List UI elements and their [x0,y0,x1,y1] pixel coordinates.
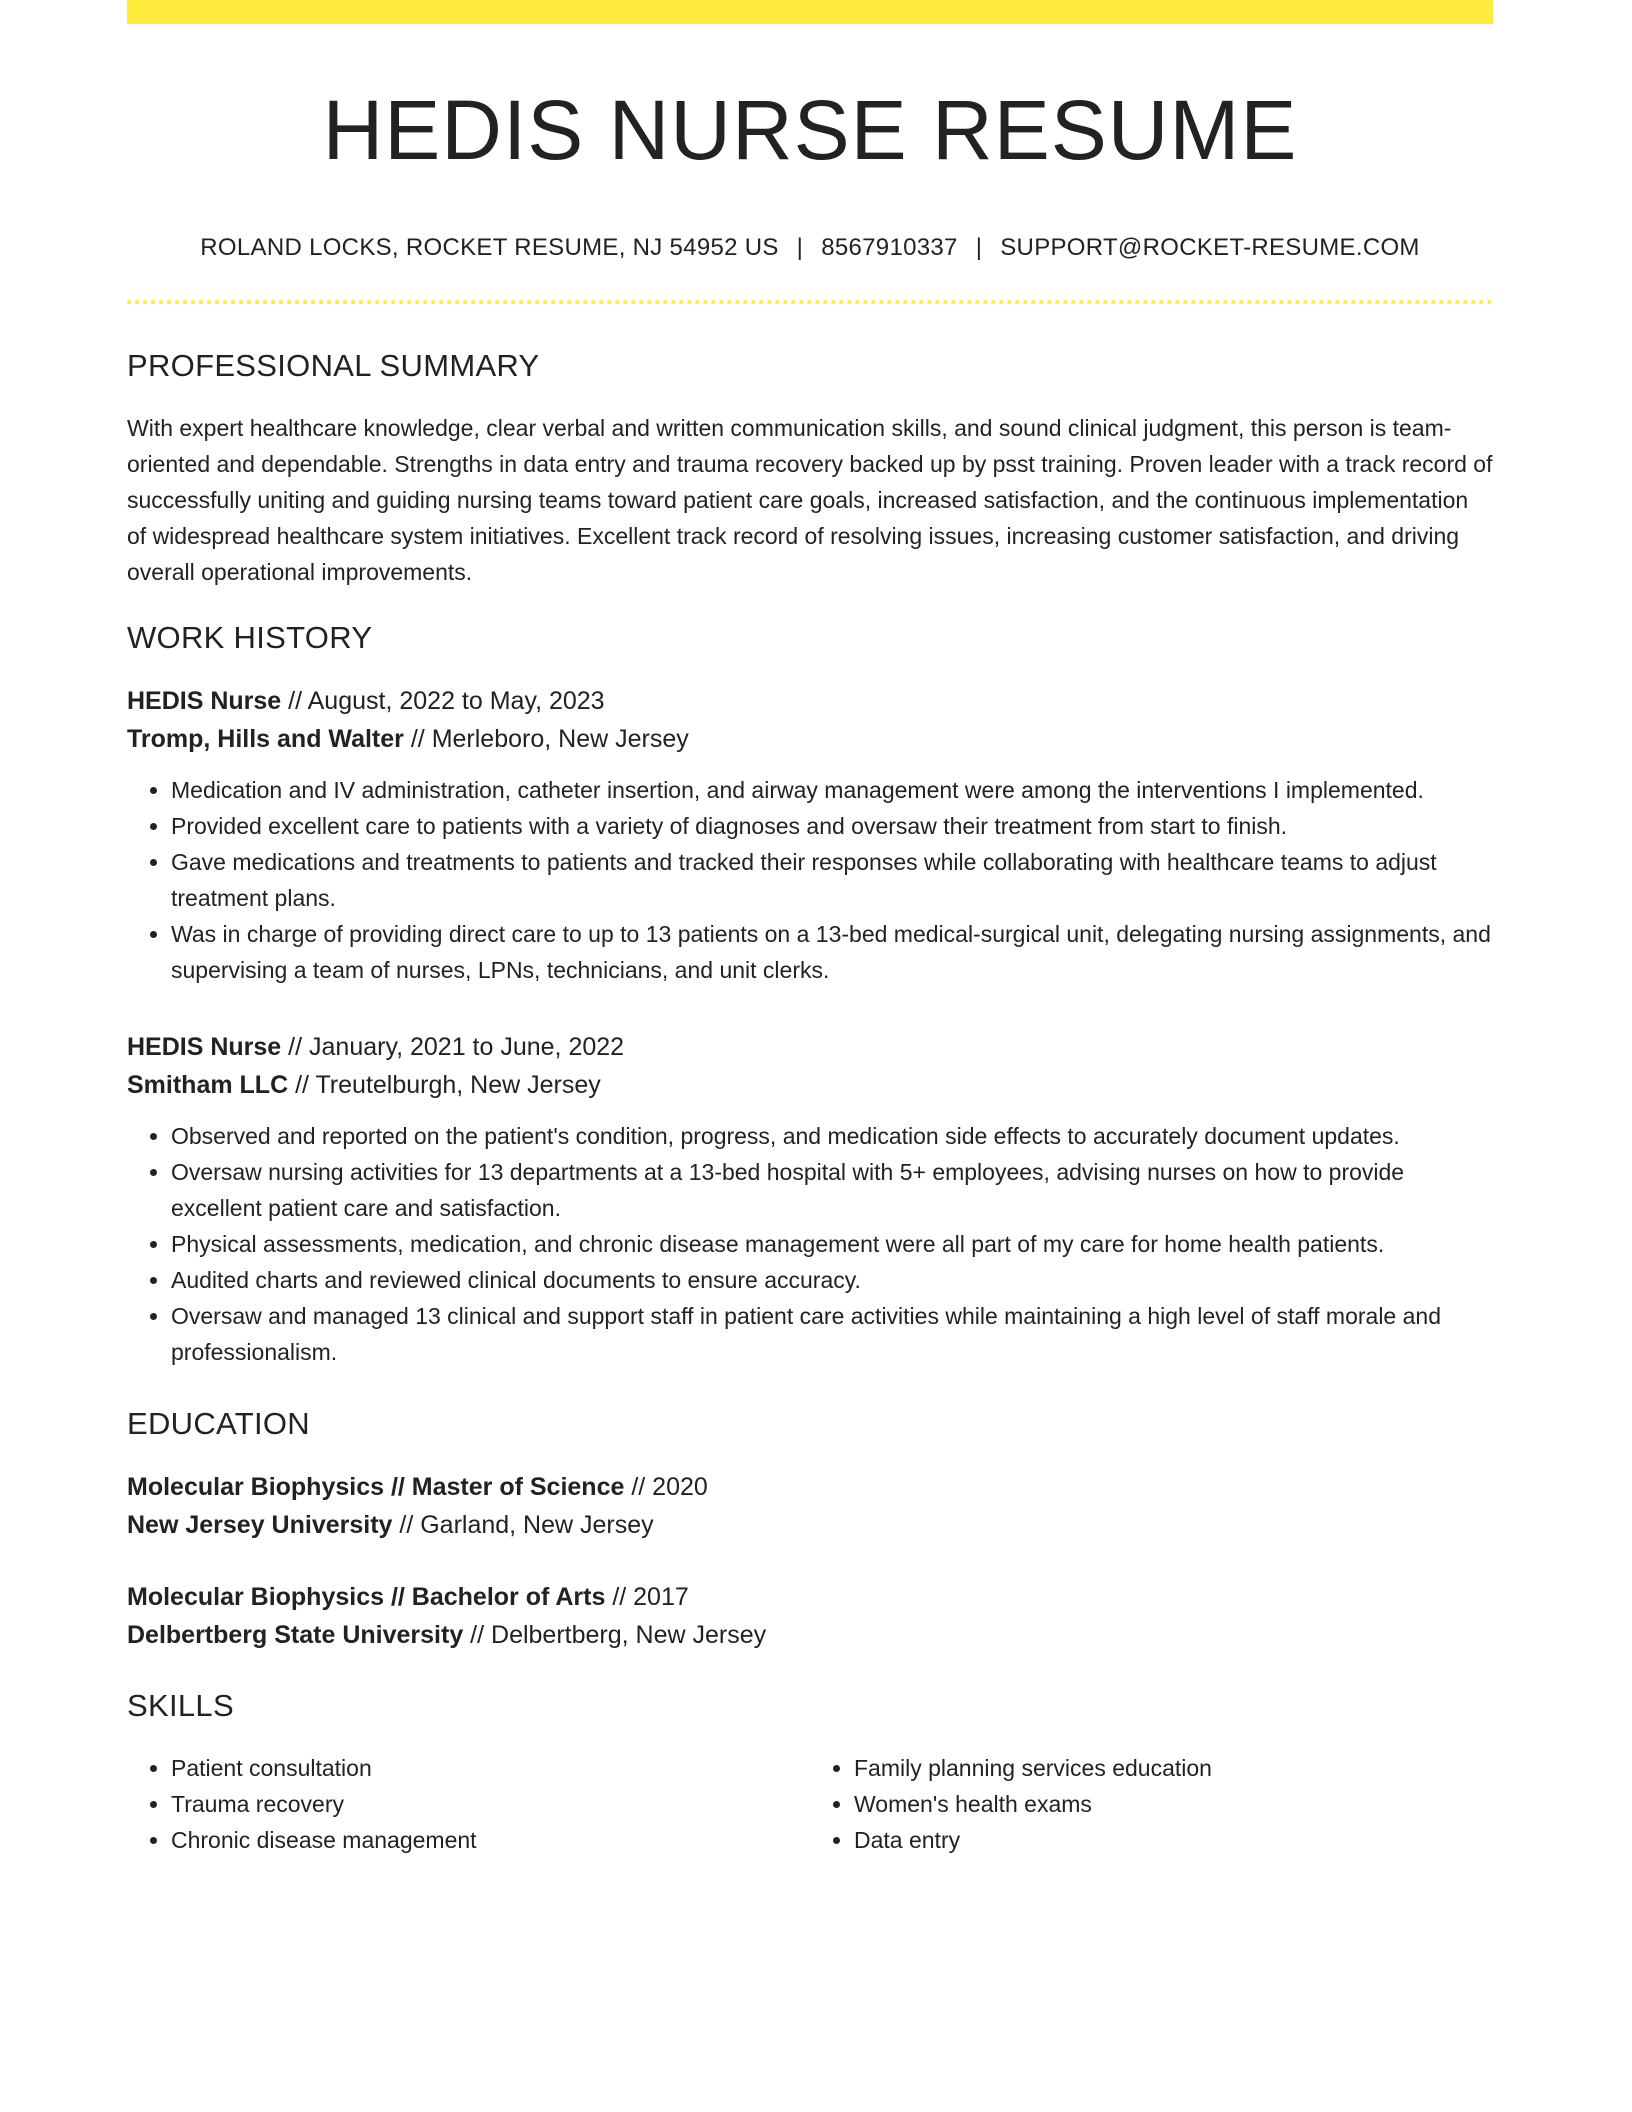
skills-column-right [810,1750,1493,1858]
skills-list [127,1750,1493,1858]
summary-text: With expert healthcare knowledge, clear verbal and written communication skills, and sound clinical judgment, this person is team-oriented and dependable. Strengths in data entry and trauma recovery backed up by psst training. Proven leader with a track record of successfully uniting and guiding nursing teams toward patient care goals, increased satisfaction, and the continuous implementation of widespread healthcare system initiatives. Excellent track record of resolving issues, increasing customer satisfaction, and driving overall operational improvements. [127,415,1493,586]
list-item: • Provided excellent care to patients with a variety of diagnoses and oversaw their treatment from start to finish. [171,808,1493,844]
education-entry [127,1578,1493,1654]
contact-separator: | [975,234,983,262]
degree-line [127,1578,1493,1616]
job-title-line [127,682,1493,720]
degree-year: // 2017 [612,1583,689,1612]
contact-email: SUPPORT@ROCKET-RESUME.COM [1000,234,1420,262]
job-location: // Treutelburgh, New Jersey [295,1071,601,1100]
degree-line [127,1468,1493,1506]
dotted-divider [127,300,1493,304]
job-title-line [127,1028,1493,1066]
contact-phone: 8567910337 [821,234,958,262]
school: Delbertberg State University [127,1621,464,1650]
summary-heading: PROFESSIONAL SUMMARY [127,348,540,384]
job-title: HEDIS Nurse [127,1033,282,1062]
job-bullets [127,772,1493,988]
degree: Molecular Biophysics // Bachelor of Arts [127,1583,606,1612]
school-line [127,1616,1493,1654]
job-company-line [127,720,1493,758]
job-entry [127,682,1493,988]
resume-title: HEDIS NURSE RESUME [322,83,1298,177]
skills-column-left [127,1750,810,1858]
contact-separator: | [796,234,804,262]
education-heading: EDUCATION [127,1406,310,1442]
skill-item: • Women's health exams [854,1786,1493,1822]
job-company-line [127,1066,1493,1104]
job-company: Tromp, Hills and Walter [127,725,404,754]
list-item: • Observed and reported on the patient's condition, progress, and medication side effects to accurately document updates. [171,1118,1493,1154]
education-entry [127,1468,1493,1544]
list-item: • Physical assessments, medication, and chronic disease management were all part of my care for home health patients. [171,1226,1493,1262]
job-company: Smitham LLC [127,1071,289,1100]
job-dates: // August, 2022 to May, 2023 [288,687,605,716]
list-item: • Audited charts and reviewed clinical documents to ensure accuracy. [171,1262,1493,1298]
job-bullets [127,1118,1493,1370]
job-dates: // January, 2021 to June, 2022 [288,1033,625,1062]
resume-page [127,0,1493,1858]
school-location: // Delbertberg, New Jersey [470,1621,767,1650]
school-line [127,1506,1493,1544]
school: New Jersey University [127,1511,393,1540]
contact-address: ROLAND LOCKS, ROCKET RESUME, NJ 54952 US [200,234,779,262]
skill-item: • Data entry [854,1822,1493,1858]
top-accent-bar [127,0,1493,24]
contact-line [127,234,1493,262]
skill-item: • Patient consultation [171,1750,810,1786]
list-item: • Oversaw nursing activities for 13 departments at a 13-bed hospital with 5+ employees, advising nurses on how to provide excellent patient care and satisfaction. [171,1154,1493,1226]
list-item: • Gave medications and treatments to patients and tracked their responses while collaborating with healthcare teams to adjust treatment plans. [171,844,1493,916]
skill-item: • Chronic disease management [171,1822,810,1858]
list-item: • Medication and IV administration, catheter insertion, and airway management were among the interventions I implemented. [171,772,1493,808]
work-history-heading: WORK HISTORY [127,620,373,656]
skill-item: • Trauma recovery [171,1786,810,1822]
skills-heading: SKILLS [127,1688,234,1724]
job-entry [127,1028,1493,1370]
degree: Molecular Biophysics // Master of Science [127,1473,625,1502]
list-item: • Oversaw and managed 13 clinical and support staff in patient care activities while maintaining a high level of staff morale and professionalism. [171,1298,1493,1370]
degree-year: // 2020 [631,1473,708,1502]
list-item: • Was in charge of providing direct care to up to 13 patients on a 13-bed medical-surgical unit, delegating nursing assignments, and supervising a team of nurses, LPNs, technicians, and unit clerks. [171,916,1493,988]
job-title: HEDIS Nurse [127,687,282,716]
skill-item: • Family planning services education [854,1750,1493,1786]
school-location: // Garland, New Jersey [399,1511,654,1540]
job-location: // Merleboro, New Jersey [410,725,689,754]
